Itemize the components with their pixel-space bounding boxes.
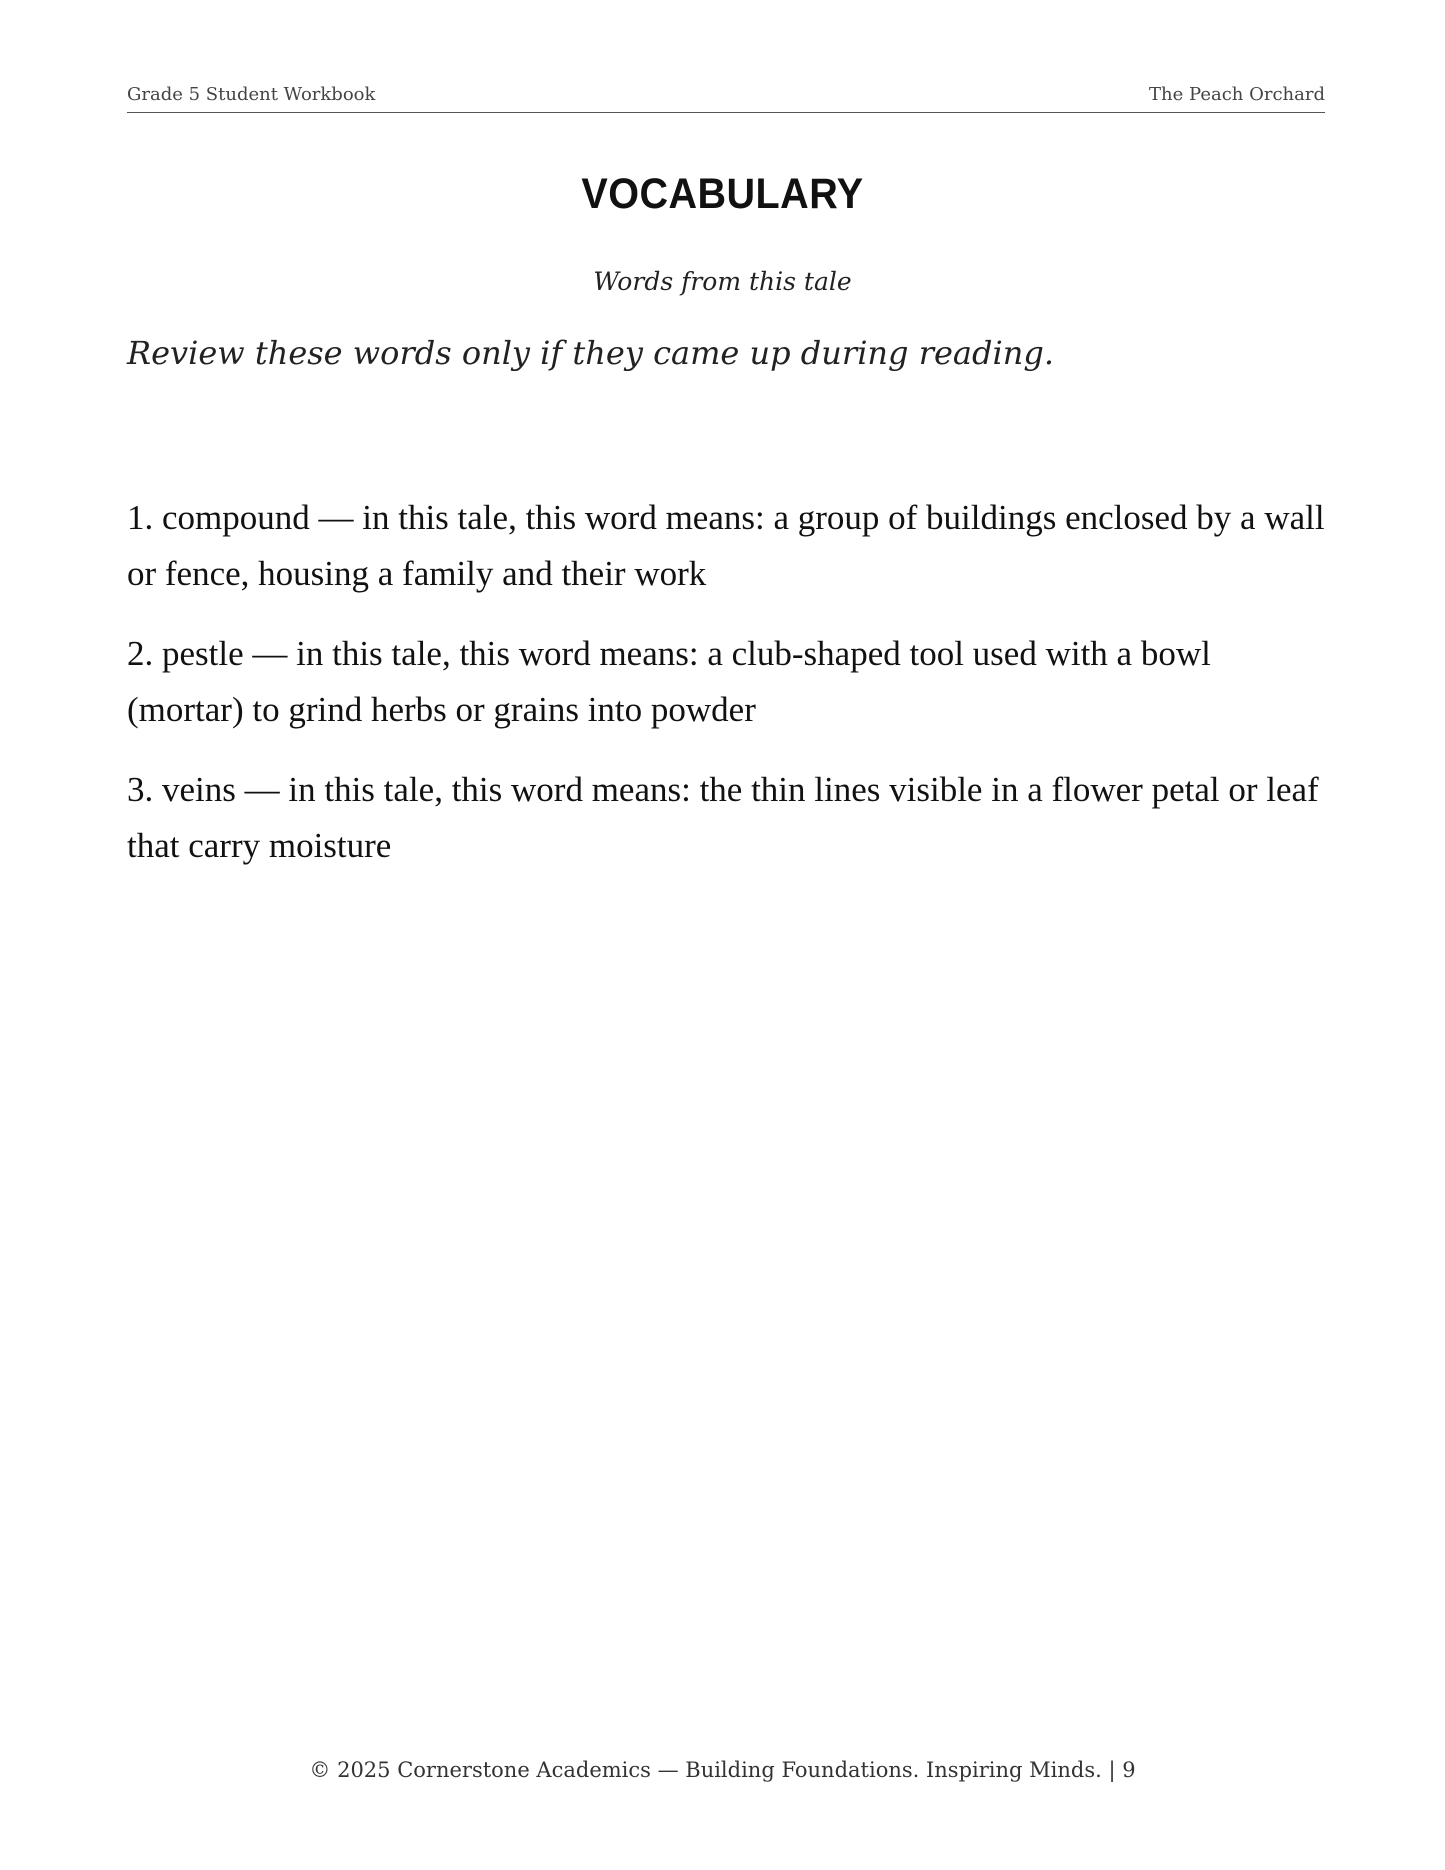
instruction-text: Review these words only if they came up during reading. [127,334,1054,372]
page-subtitle: Words from this tale [593,267,852,296]
header-story-title: The Peach Orchard [1149,84,1325,105]
vocabulary-item: 3. veins — in this tale, this word means: the thin lines visible in a flower petal or leaf that carry moisture [127,770,1319,865]
header-workbook-title: Grade 5 Student Workbook [127,84,376,105]
running-header [127,84,1325,113]
vocabulary-item: 1. compound — in this tale, this word means: a group of buildings enclosed by a wall or fence, housing a family and their work [127,498,1325,593]
vocabulary-list [127,490,1327,898]
page-footer: © 2025 Cornerstone Academics — Building Foundations. Inspiring Minds. | 9 [309,1758,1136,1782]
page-title: VOCABULARY [581,170,864,218]
vocabulary-item: 2. pestle — in this tale, this word means: a club-shaped tool used with a bowl (mortar) to grind herbs or grains into powder [127,634,1211,729]
